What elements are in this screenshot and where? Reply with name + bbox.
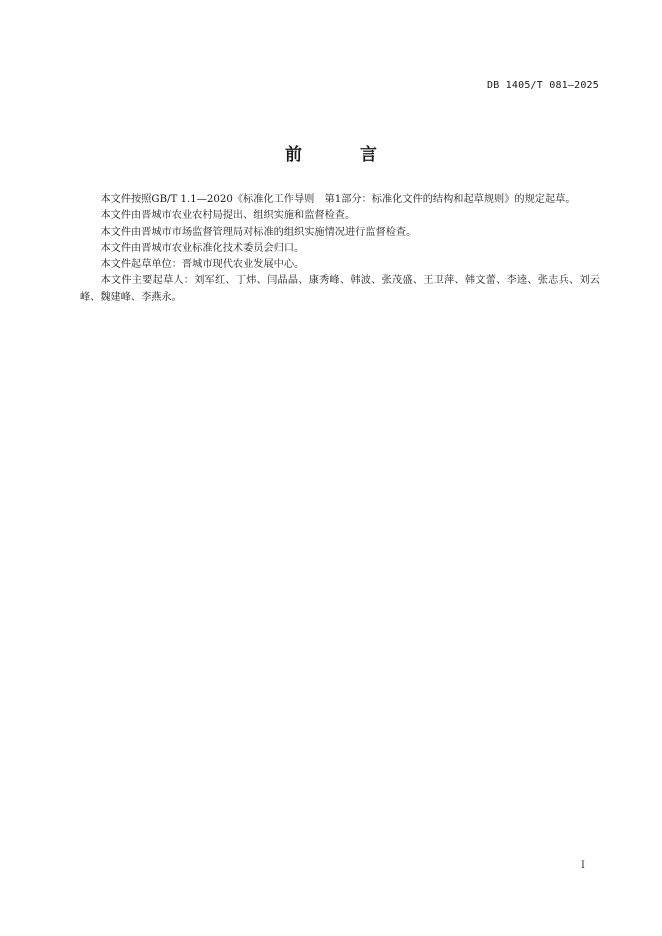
preface-body bbox=[80, 192, 600, 306]
paragraph-supervisor: 本文件由晋城市市场监督管理局对标准的组织实施情况进行监督检查。 bbox=[100, 226, 417, 238]
page-title: 前 言 bbox=[285, 145, 403, 165]
paragraph-standard-basis: 本文件按照GB/T 1.1—2020《标准化工作导则 第1部分：标准化文件的结构和起草规则》的规定起草。 bbox=[100, 194, 576, 205]
paragraph-proposer: 本文件由晋城市农业农村局提出、组织实施和监督检查。 bbox=[100, 210, 356, 222]
page-number: I bbox=[581, 860, 585, 871]
paragraph-drafters: 本文件主要起草人：刘军红、丁炜、闫晶晶、康秀峰、韩波、张茂盛、王卫萍、韩文蕾、李逵、张志兵、刘云峰、魏建峰、李燕永。 bbox=[80, 275, 600, 303]
paragraph-committee: 本文件由晋城市农业标准化技术委员会归口。 bbox=[100, 242, 305, 254]
document-code: DB 1405/T 081—2025 bbox=[487, 80, 599, 91]
paragraph-drafting-unit: 本文件起草单位：晋城市现代农业发展中心。 bbox=[100, 259, 305, 271]
